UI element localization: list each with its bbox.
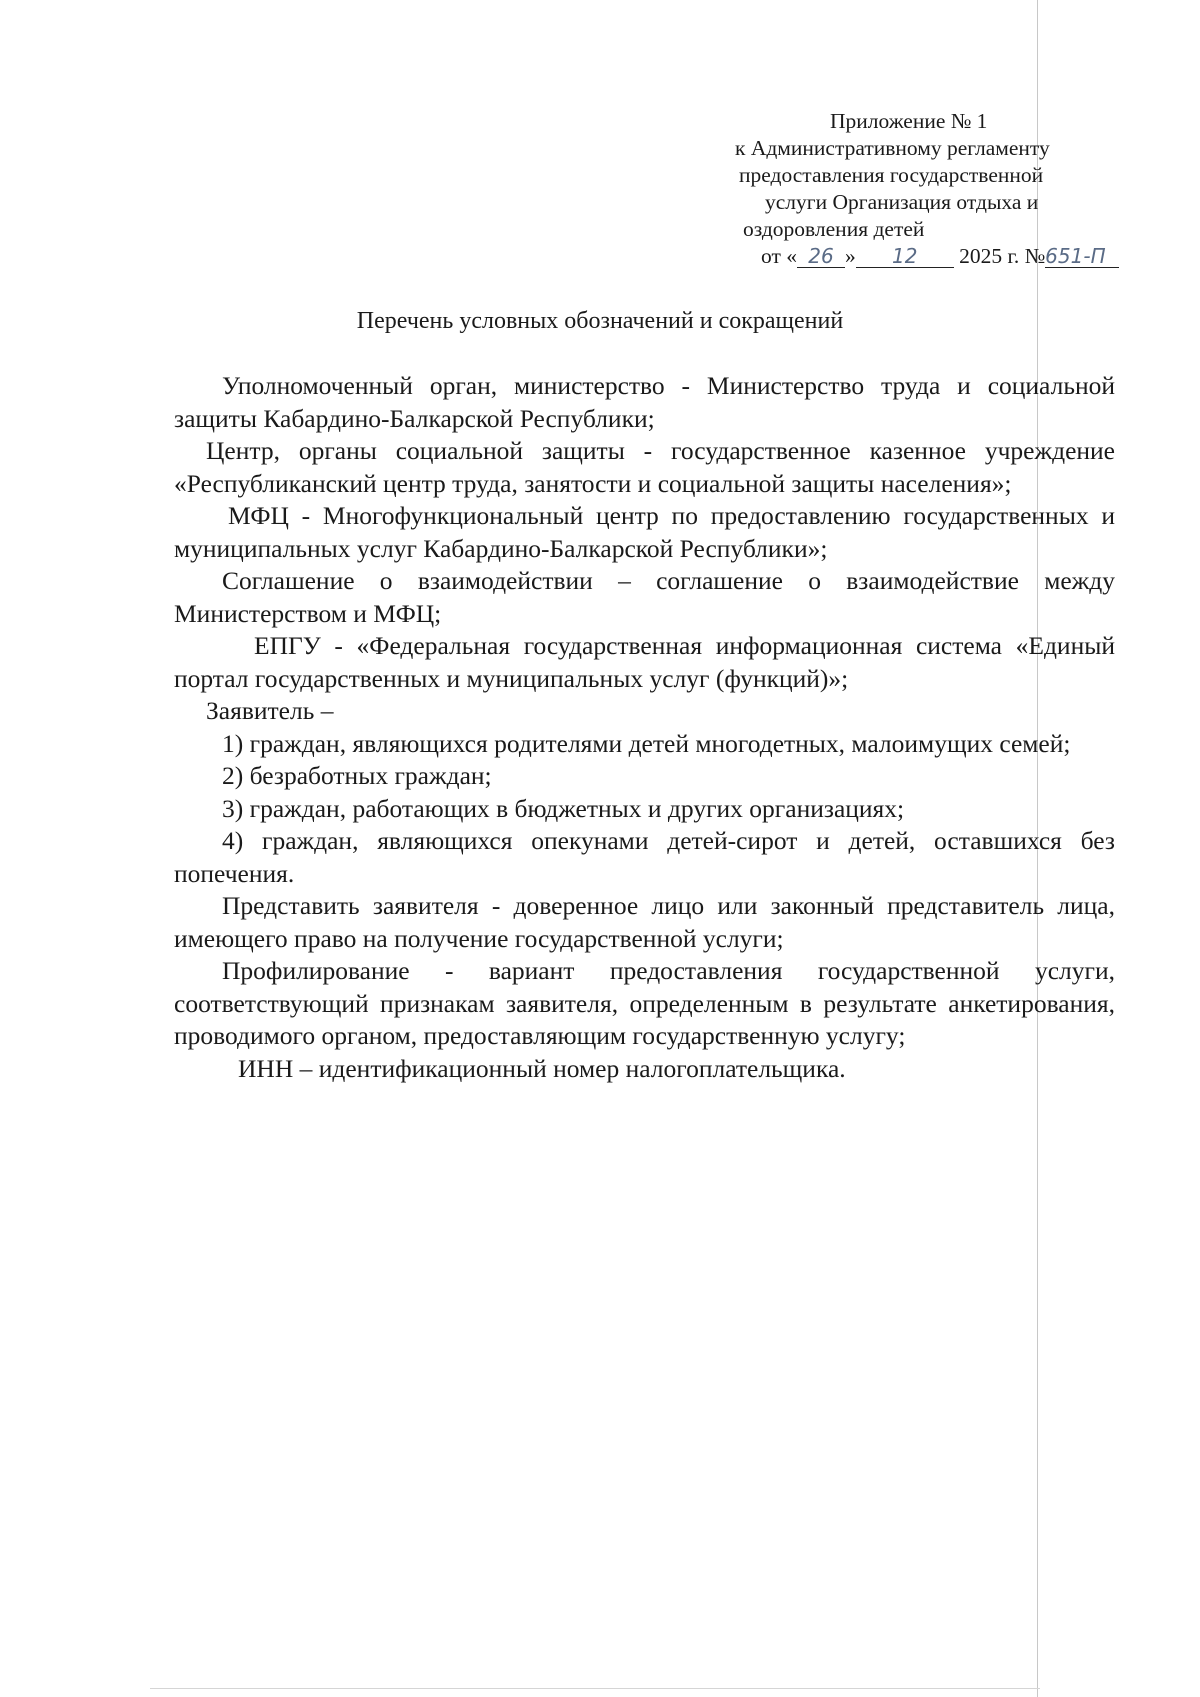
doc-number-field xyxy=(1045,243,1119,268)
appendix-reference-line: оздоровления детей xyxy=(743,217,925,241)
paragraph-authorized-body: Уполномоченный орган, министерство - Министерство труда и социальной защиты Кабардино-Балкарской Республики; xyxy=(174,371,1115,433)
scan-bottom-edge xyxy=(150,1688,1040,1689)
appendix-reference-line: предоставления государственной xyxy=(739,163,1044,187)
paragraph-mfc: МФЦ - Многофункциональный центр по предоставлению государственных и муниципальных услуг Кабардино-Балкарской Республики»; xyxy=(174,501,1115,563)
doc-number-handwritten: 651-П xyxy=(1045,244,1106,268)
paragraph-applicant: Заявитель – xyxy=(206,696,334,725)
appendix-date-line xyxy=(735,243,1106,270)
document-body xyxy=(174,370,1115,1085)
date-mid: » xyxy=(845,244,856,268)
paragraph-profiling: Профилирование - вариант предоставления государственной услуги, соответствующий признакам заявителя, определенным в результате анкетирования, проводимого органом, предоставляющим государственную услугу; xyxy=(174,956,1115,1050)
paragraph-agreement: Соглашение о взаимодействии – соглашение о взаимодействие между Министерством и МФЦ; xyxy=(174,566,1115,628)
list-item-applicant-2: 2) безработных граждан; xyxy=(222,761,492,790)
list-item-applicant-3: 3) граждан, работающих в бюджетных и других организациях; xyxy=(222,793,905,823)
appendix-reference-line: к Административному регламенту xyxy=(735,136,1050,160)
appendix-number: Приложение № 1 xyxy=(830,109,988,133)
date-month-handwritten: 12 xyxy=(892,244,918,268)
paragraph-representative: Представить заявителя - доверенное лицо или законный представитель лица, имеющего право на получение государственной услуги; xyxy=(174,891,1115,953)
date-year: 2025 г. № xyxy=(959,244,1046,268)
paragraph-epgu: ЕПГУ - «Федеральная государственная информационная система «Единый портал государственных и муниципальных услуг (функций)»; xyxy=(174,631,1115,693)
date-month-field xyxy=(856,243,954,268)
date-prefix: от « xyxy=(761,244,797,268)
paragraph-center: Центр, органы социальной защиты - государственное казенное учреждение «Республиканский центр труда, занятости и социальной защиты населения»; xyxy=(174,436,1115,498)
document-title: Перечень условных обозначений и сокращений xyxy=(356,308,844,334)
list-item-applicant-4: 4) граждан, являющихся опекунами детей-сирот и детей, оставшихся без попечения. xyxy=(174,826,1115,888)
date-day-handwritten: 26 xyxy=(808,244,834,268)
appendix-header xyxy=(735,108,1106,270)
paragraph-inn: ИНН – идентификационный номер налогоплательщика. xyxy=(238,1053,846,1083)
appendix-reference-line: услуги Организация отдыха и xyxy=(765,190,1039,214)
list-item-applicant-1: 1) граждан, являющихся родителями детей многодетных, малоимущих семей; xyxy=(222,728,1071,758)
date-day-field xyxy=(797,243,845,268)
